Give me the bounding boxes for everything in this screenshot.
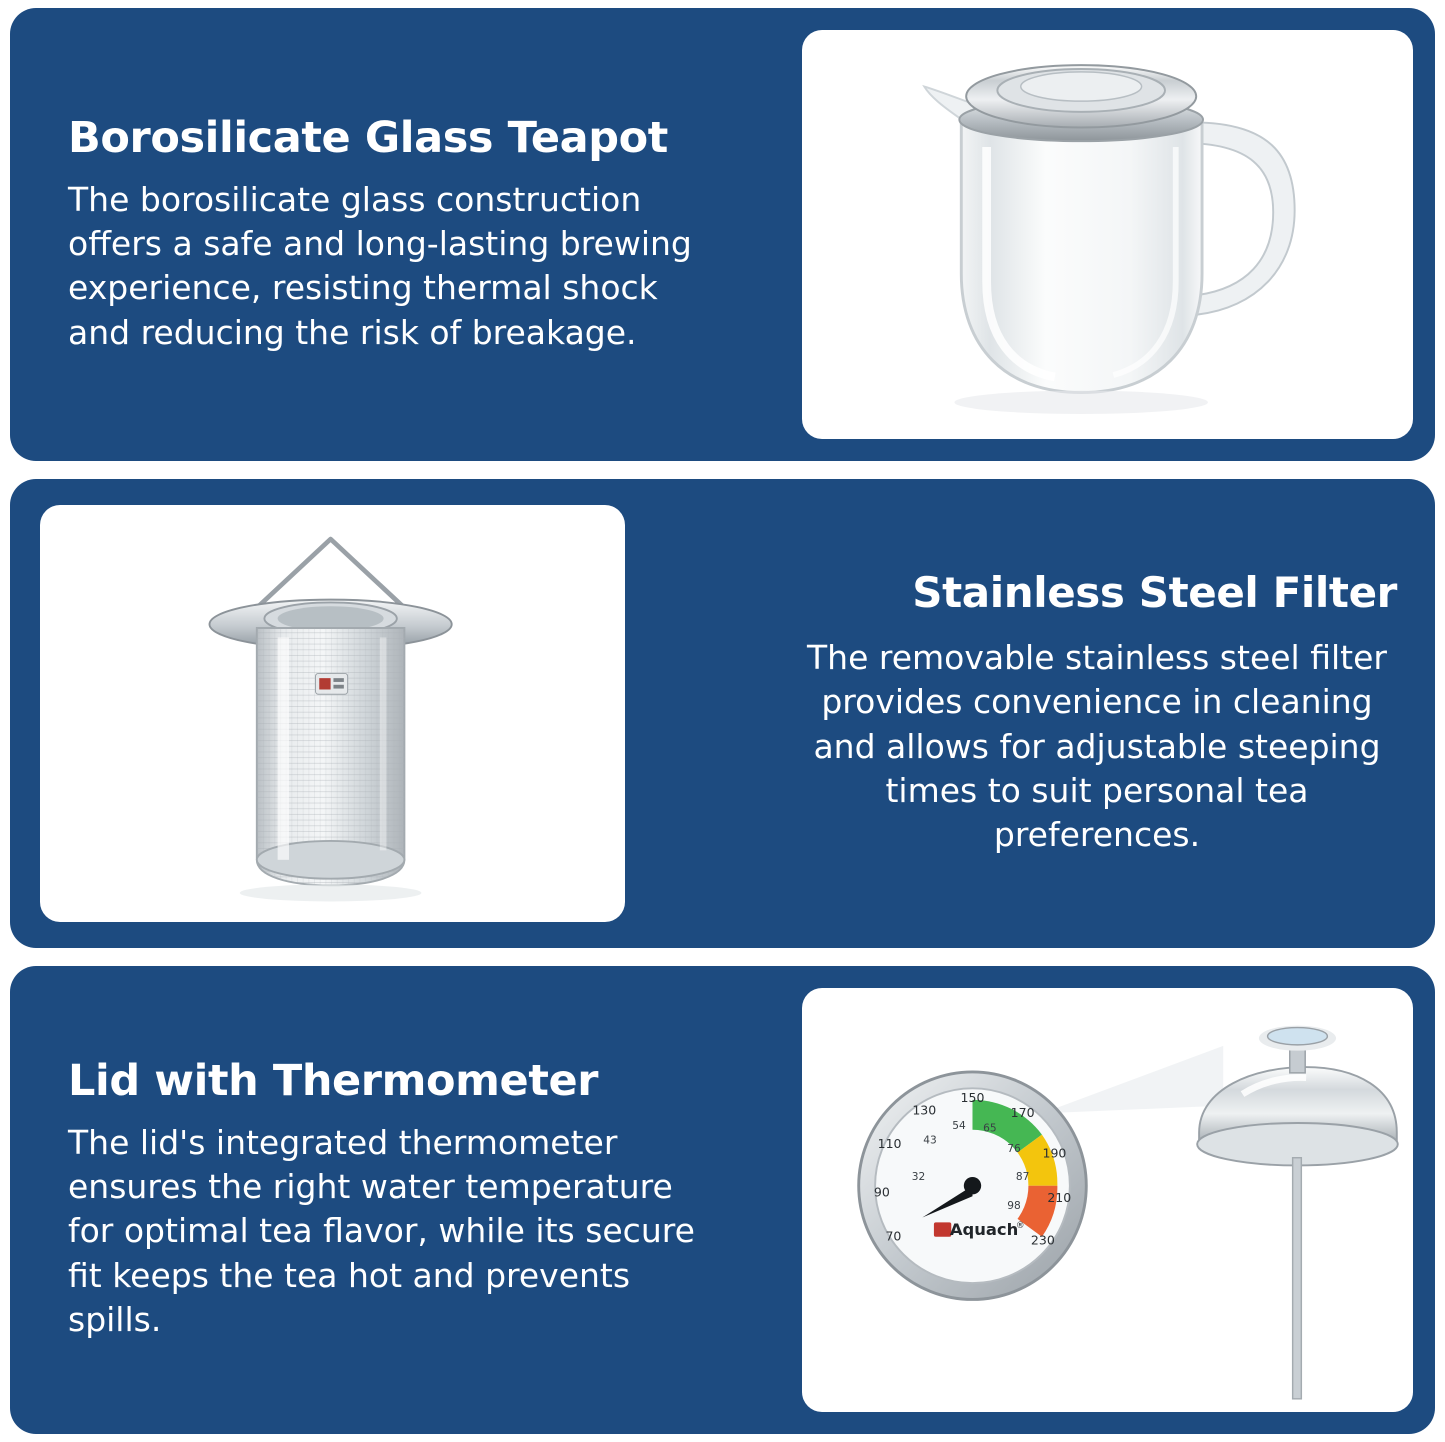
dial-inner-tick-98: 98	[1007, 1199, 1021, 1212]
dial-tick-230: 230	[1030, 1232, 1055, 1248]
glass-teapot-icon	[802, 30, 1413, 439]
panel-text-column	[10, 8, 780, 461]
panel-text-column	[10, 966, 780, 1434]
filter-image-card	[40, 505, 625, 921]
dial-inner-tick-76: 76	[1007, 1142, 1021, 1155]
lid-thermometer-image-card	[802, 988, 1413, 1412]
feature-panel-stainless-steel-filter	[10, 479, 1435, 947]
dial-inner-tick-87: 87	[1015, 1170, 1030, 1183]
dial-tick-70: 70	[885, 1228, 902, 1244]
dial-inner-tick-32: 32	[911, 1170, 926, 1183]
panel-description: The lid's integrated thermometer ensures the right water temperature for optimal tea flavor, while its secure fit keeps the tea hot and prevents spills.	[68, 1122, 695, 1339]
panel-description: The borosilicate glass construction offers a safe and long-lasting brewing experience, resisting thermal shock and reducing the risk of breakage.	[68, 179, 692, 352]
dial-tick-190: 190	[1042, 1145, 1067, 1161]
brand-badge-icon	[315, 674, 347, 695]
dial-inner-tick-65: 65	[983, 1122, 997, 1135]
brand-name: Aquach	[949, 1219, 1019, 1239]
dial-inner-tick-54: 54	[952, 1119, 966, 1132]
dial-brand	[934, 1220, 1025, 1239]
teapot-image-card	[802, 30, 1413, 439]
dial-tick-130: 130	[912, 1102, 937, 1118]
dial-inner-tick-43: 43	[923, 1133, 937, 1146]
panel-description: The removable stainless steel filter provides convenience in cleaning and allows for adjustable steeping times to suit personal tea preferences.	[807, 638, 1387, 854]
lid-with-thermometer-icon	[802, 988, 1413, 1412]
stainless-steel-filter-icon	[40, 505, 625, 921]
feature-panel-borosilicate-glass-teapot	[10, 8, 1435, 461]
brand-trademark: ®	[1015, 1220, 1025, 1231]
dial-tick-110: 110	[877, 1135, 902, 1151]
dial-tick-150: 150	[960, 1089, 985, 1105]
page-title: Lid with Thermometer	[68, 1055, 599, 1106]
dial-tick-170: 170	[1010, 1104, 1035, 1120]
page-title: Borosilicate Glass Teapot	[68, 112, 668, 163]
feature-panel-lid-with-thermometer	[10, 966, 1435, 1434]
dial-tick-90: 90	[873, 1183, 890, 1199]
panel-text-column	[645, 479, 1435, 947]
page-title: Stainless Steel Filter	[912, 567, 1397, 617]
dial-tick-210: 210	[1047, 1189, 1072, 1205]
